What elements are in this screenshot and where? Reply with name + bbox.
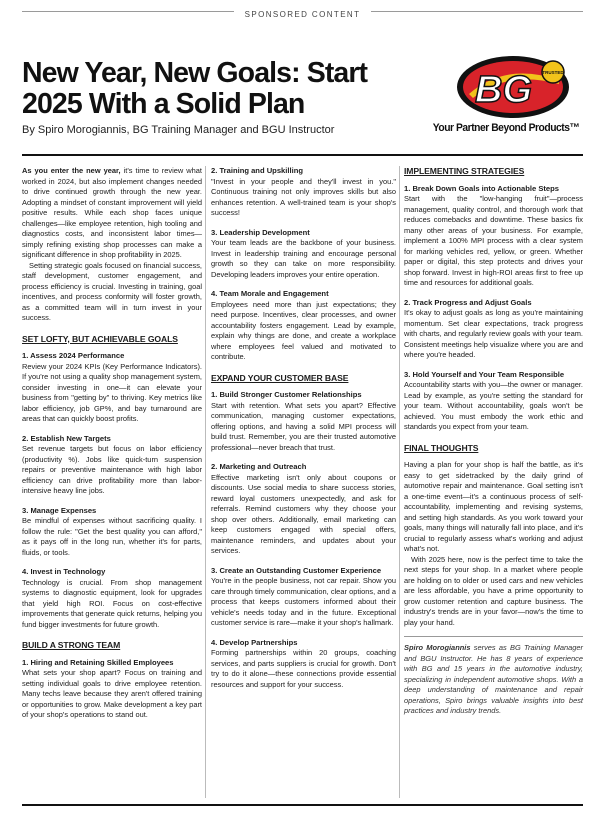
intro-paragraph-2: Setting strategic goals focused on financial success, staff development, customer engagement, and process efficiency is crucial. Investing in training, goal incentives, and process conformity will foster growth, as a committed team will in turn invest in your success. — [22, 260, 202, 322]
subheading: 2. Marketing and Outreach — [211, 462, 307, 471]
subheading: 1. Break Down Goals into Actionable Steps — [404, 183, 560, 193]
author-bio-text: serves as BG Training Manager and BGU Instructor. He has 8 years of experience with BG and 15 years in the automotive industry, specializing in independent automotive shops. With a deep understanding of maintenance and repair operations, Spiro brings valuable insights into best practices and industry trends. — [404, 643, 583, 715]
column-2 — [211, 166, 396, 690]
sponsored-label: SPONSORED CONTENT — [244, 10, 361, 19]
subheading: 1. Build Stronger Customer Relationships — [211, 390, 362, 399]
column-divider-2 — [399, 166, 400, 798]
column-1 — [22, 166, 202, 721]
body-paragraph: Having a plan for your shop is half the battle, as it's easy to get sidetracked by the daily grind of automotive repair and maintenance. Goal setting isn't a one-time event—it's a continuous process of self-accountability, implementing and revising systems, and setting high standards. As you work toward your goals, many things will naturally fall into place, and it's crucial to regularly assess what's working and adjust what's not. — [404, 460, 583, 553]
article-header — [22, 56, 583, 146]
logo-tagline: Your Partner Beyond Products™ — [432, 122, 579, 134]
author-name: Spiro Morogiannis — [404, 643, 471, 652]
body-paragraph: Review your 2024 KPIs (Key Performance Indicators). If you're not using a quality shop management system, consider investing in one—it can elevate your business from "getting by" to thriving. Key metrics like labor efficiency, job GP%, and bay turnaround are areas that can quickly boost profits. — [22, 361, 202, 423]
body-paragraph: Technology is crucial. From shop management systems to diagnostic equipment, look for upgrades that yield high ROI. Focus on cost-effective improvements that generate quick returns, helping you fund bigger investments for future growth. — [22, 577, 202, 629]
logo-text: BG — [475, 69, 532, 111]
subheading: 2. Training and Upskilling — [211, 166, 303, 175]
subheading: 1. Assess 2024 Performance — [22, 351, 125, 360]
banner-rule-left — [22, 11, 234, 12]
footer-rule — [22, 804, 583, 806]
subheading: 4. Develop Partnerships — [211, 637, 298, 647]
body-paragraph: Effective marketing isn't only about coupons or discounts. Use social media to share success stories, reward loyal customers unexpectedly, and ask for referrals. Remind customers why they choose your shop over others. Additionally, email marketing can keep customers engaged with special offers, maintenance reminders, and updates about your services. — [211, 472, 396, 555]
intro-paragraph — [22, 166, 202, 261]
subheading: 2. Track Progress and Adjust Goals — [404, 297, 532, 307]
banner-rule-right — [371, 11, 583, 12]
subheading: 4. Team Morale and Engagement — [211, 289, 329, 298]
intro-lead: As you enter the new year, — [22, 166, 121, 175]
intro-text: it's time to review what worked in 2024, but also implement changes needed to drive continued growth through the new year. Adopting a mindset of constant improvement will yield positive results. While each shop faces unique challenges—like employee retention, high tooling and diagnostics costs, and inconsistent labor times—simply refining existing shop processes can make a significant difference in shop profitability in 2025. — [22, 166, 202, 259]
column-3 — [404, 166, 583, 717]
body-paragraph: Your team leads are the backbone of your business. Invest in leadership training and encourage personal growth so they can take on more responsibility. Developing leaders improves your entire operation. — [211, 238, 396, 279]
section-heading-final: FINAL THOUGHTS — [404, 442, 479, 453]
body-paragraph: Employees need more than just expectations; they need purpose. Incentives, clear processes, and owner accountability fosters engagement. Lead by example, explain why things are done, and create a workplace where employees feel valued and motivated to contribute. — [211, 299, 396, 361]
body-paragraph: Accountability starts with you—the owner or manager. Lead by example, as you're setting the standard for your team. Without accountability, goals won't be achieved. You must embody the work ethic and standards you expect from your team. — [404, 380, 583, 431]
subheading: 1. Hiring and Retaining Skilled Employees — [22, 657, 174, 667]
header-rule — [22, 154, 583, 156]
subheading: 3. Create an Outstanding Customer Experience — [211, 565, 382, 575]
sponsored-banner — [0, 4, 605, 22]
section-heading-strategies: IMPLEMENTING STRATEGIES — [404, 166, 525, 176]
section-heading-lofty: SET LOFTY, BUT ACHIEVABLE GOALS — [22, 333, 178, 344]
body-paragraph: Set revenue targets but focus on labor efficiency (productivity %). Jobs like quick-turn suspension repairs or preventive maintenance with high labor efficiency can drive profitability more than labor-intensive heavy line jobs. — [22, 444, 202, 495]
logo-badge-text: TRUSTED — [542, 70, 564, 75]
subheading: 3. Hold Yourself and Your Team Responsible — [404, 369, 565, 379]
body-paragraph: What sets your shop apart? Focus on training and setting individual goals to drive employee retention. Many techs leave because they aren't offered training or opportunities to grow. Make development a key part of your shop's operations to stand out. — [22, 668, 202, 719]
bg-logo — [455, 54, 575, 120]
byline: By Spiro Morogiannis, BG Training Manager and BGU Instructor — [22, 124, 335, 136]
body-paragraph: Be mindful of expenses without sacrificing quality. I follow the rule: "Get the best quality you can afford," as it pays off in the long run, whether it's for parts, fluids, or tools. — [22, 516, 202, 557]
bio-divider — [404, 636, 583, 637]
author-bio — [404, 643, 583, 717]
subheading: 4. Invest in Technology — [22, 567, 106, 576]
article-title: New Year, New Goals: Start 2025 With a Solid Plan — [22, 57, 368, 120]
body-paragraph: Start with retention. What sets you apart? Effective communication, managing customer expectations, offering options, and having a solid MPI process will build trust. Remember, you are their trusted automotive professional—never breach that trust. — [211, 400, 396, 452]
subheading: 3. Manage Expenses — [22, 505, 97, 515]
body-paragraph: "Invest in your people and they'll invest in you." Continuous training not only improves skills but also enhances retention. A well-trained team is your shop's success! — [211, 176, 396, 217]
section-heading-team: BUILD A STRONG TEAM — [22, 640, 121, 650]
subheading: 3. Leadership Development — [211, 227, 310, 237]
subheading: 2. Establish New Targets — [22, 433, 111, 443]
body-paragraph: With 2025 here, now is the perfect time to take the next steps for your shop. In a market where people are holding on to older or used cars and new vehicles are less affordable, you have a prime opportunity to grow customer retention and capture business. The industry's trends are in your favor—now's the time to play your hand. — [404, 554, 583, 627]
body-paragraph: You're in the people business, not car repair. Show you care through timely communication, clear options, and a process that keeps customers informed about their vehicle's needs today and in the future. Exceptional customer service is rare—make it your shop's hallmark. — [211, 576, 396, 627]
body-paragraph: Start with the "low-hanging fruit"—process management, quality control, and thorough work that reduces comebacks and downtime. These basics fix many other areas of your business. For example, implement a 100% MPI process with a clear system for marking vehicles red, yellow, or green. Whether paper or digital, this step protects and drives your shop forward. Invest in high-ROI areas first to free up time and resources for additional goals. — [404, 194, 583, 287]
section-heading-customer: EXPAND YOUR CUSTOMER BASE — [211, 372, 349, 383]
body-paragraph: Forming partnerships within 20 groups, coaching services, and parts suppliers is crucial for growth. Don't try to do it alone—these connections provide essential resources and support for your success. — [211, 648, 396, 689]
body-paragraph: It's okay to adjust goals as long as you're maintaining momentum. Set clear expectations, track progress with charts, and regularly review goals with your team. Consistent meetings help visualize where you are and where you're headed. — [404, 308, 583, 359]
column-divider-1 — [205, 166, 206, 798]
